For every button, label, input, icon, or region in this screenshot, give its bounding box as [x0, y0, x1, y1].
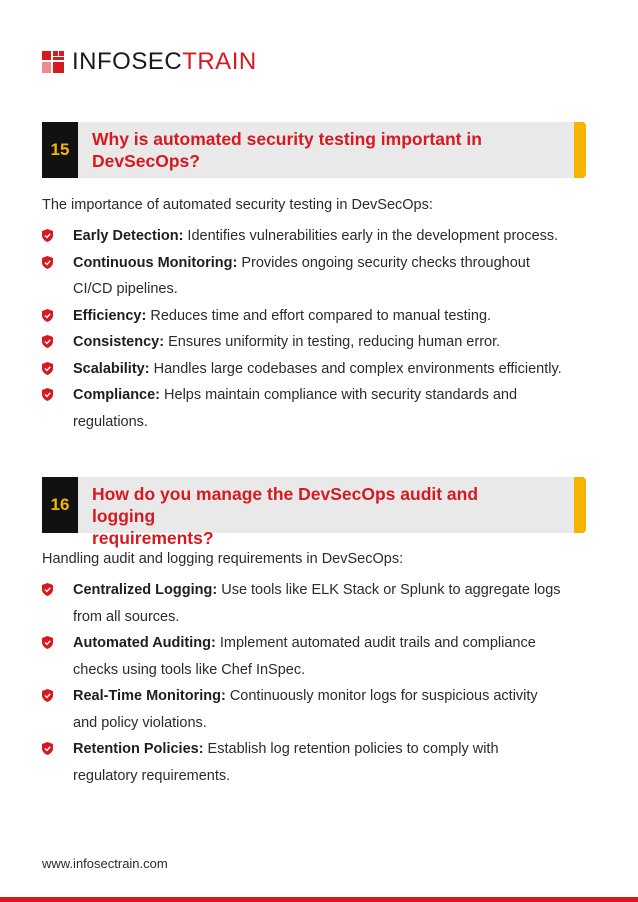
question-title-bar — [78, 122, 576, 178]
footer-website-url: www.infosectrain.com — [42, 856, 168, 871]
item-text: Handles large codebases and complex environments efficiently. — [149, 360, 562, 377]
item-text: Use tools like ELK Stack or Splunk to aggregate logs — [217, 582, 561, 598]
item-text: Continuously monitor logs for suspicious activity — [225, 688, 538, 704]
shield-check-icon — [42, 229, 53, 242]
question-title-line1: How do you manage the DevSecOps audit and logging — [92, 484, 479, 526]
item-text-continued: and policy violations. — [73, 714, 207, 731]
brand-name-accent: TRAIN — [182, 48, 257, 75]
item-text: Establish log retention policies to comply with — [203, 741, 499, 757]
question-title-line2: DevSecOps? — [92, 151, 200, 171]
item-text-continued: regulations. — [73, 413, 148, 430]
item-term: Efficiency: — [73, 307, 147, 324]
item-text: Ensures uniformity in testing, reducing human error. — [164, 334, 501, 350]
logo-icon — [42, 51, 64, 73]
question-title-line1: Why is automated security testing important in — [92, 129, 482, 149]
item-text: Identifies vulnerabilities early in the development process. — [183, 228, 559, 244]
list-item — [42, 250, 587, 303]
item-text: Implement automated audit trails and compliance — [215, 635, 536, 651]
bullet-list — [42, 223, 587, 435]
question-number: 16 — [42, 477, 78, 533]
item-term: Retention Policies: — [73, 741, 204, 757]
section-intro: The importance of automated security testing in DevSecOps: — [42, 197, 433, 213]
shield-check-icon — [42, 309, 53, 322]
question-header-16 — [42, 477, 586, 548]
list-item — [42, 683, 587, 736]
question-title-bar — [78, 477, 576, 548]
list-item — [42, 630, 587, 683]
shield-check-icon — [42, 583, 53, 596]
item-text: Provides ongoing security checks throughout — [237, 254, 530, 271]
item-text-continued: checks using tools like Chef InSpec. — [73, 661, 306, 678]
list-item — [42, 223, 587, 250]
question-accent-cap — [574, 477, 586, 533]
shield-check-icon — [42, 689, 53, 702]
item-text-continued: CI/CD pipelines. — [73, 281, 178, 297]
item-text: Reduces time and effort compared to manual testing. — [146, 307, 492, 324]
list-item — [42, 329, 587, 356]
shield-check-icon — [42, 388, 53, 401]
item-text-continued: from all sources. — [73, 608, 180, 625]
item-text-continued: regulatory requirements. — [73, 767, 231, 784]
item-term: Scalability: — [73, 360, 150, 377]
item-term: Real-Time Monitoring: — [73, 688, 226, 704]
item-text: Helps maintain compliance with security standards and — [160, 387, 518, 403]
question-header-15 — [42, 122, 586, 178]
brand-name — [72, 50, 257, 74]
list-item — [42, 736, 587, 789]
list-item — [42, 303, 587, 330]
list-item — [42, 382, 587, 435]
item-term: Centralized Logging: — [73, 582, 218, 598]
shield-check-icon — [42, 362, 53, 375]
footer-accent-bar — [0, 897, 638, 902]
item-term: Continuous Monitoring: — [73, 254, 238, 271]
shield-check-icon — [42, 335, 53, 348]
bullet-list — [42, 577, 587, 789]
shield-check-icon — [42, 742, 53, 755]
section-intro: Handling audit and logging requirements in DevSecOps: — [42, 551, 404, 567]
brand-logo — [42, 50, 257, 74]
item-term: Automated Auditing: — [73, 635, 216, 651]
shield-check-icon — [42, 636, 53, 649]
item-term: Consistency: — [73, 334, 165, 350]
question-accent-cap — [574, 122, 586, 178]
item-term: Compliance: — [73, 387, 161, 403]
shield-check-icon — [42, 256, 53, 269]
question-number: 15 — [42, 122, 78, 178]
list-item — [42, 577, 587, 630]
list-item — [42, 356, 587, 383]
question-title — [92, 483, 536, 549]
item-term: Early Detection: — [73, 228, 184, 244]
question-title-line2: requirements? — [92, 528, 214, 548]
brand-name-main: INFOSEC — [72, 48, 183, 75]
question-title — [92, 128, 536, 172]
